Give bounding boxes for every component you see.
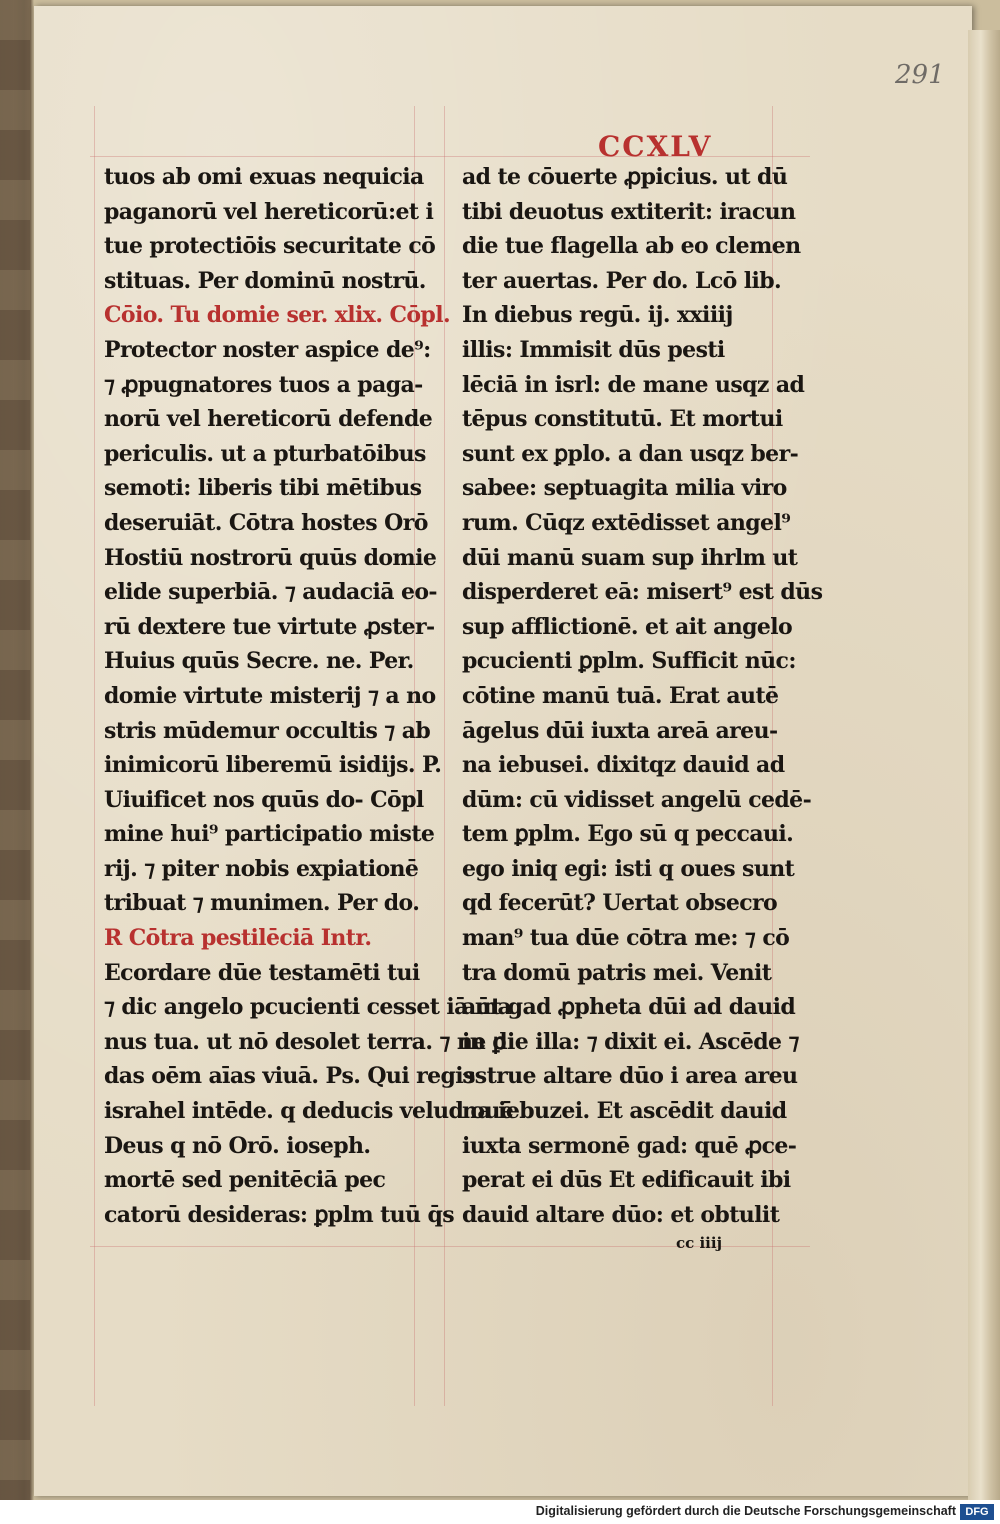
signature-mark: cc iiij — [676, 1234, 723, 1252]
footer-bar — [0, 1500, 1000, 1524]
text-line: tribuat ⁊ munimen. Per do. — [104, 890, 420, 917]
text-line: tibi deuotus extiterit: iracun — [462, 198, 796, 225]
text-line: tue protectiōis securitate cō — [104, 233, 436, 260]
text-line: lēciā in isrl: de mane usqz ad — [462, 371, 805, 398]
text-line: In diebus regū. ij. xxiiij — [462, 302, 733, 329]
left-text-column — [104, 160, 514, 1232]
text-line: ⁊ dic angelo pcucienti cesset iā ma — [104, 994, 512, 1021]
right-text-column — [462, 160, 823, 1232]
text-line: perat ei dūs Et edificauit ibi — [462, 1167, 791, 1194]
text-line: disperderet eā: misert⁹ est dūs — [462, 579, 823, 606]
text-line: āgelus dūi iuxta areā areu- — [462, 717, 778, 744]
folio-number: 291 — [895, 60, 945, 90]
text-line: sunt ex ꝑplo. a dan usqz ber- — [462, 440, 799, 467]
text-line: nus tua. ut nō desolet terra. ⁊ ne ꝑ — [104, 1028, 507, 1055]
text-line: elide superbiā. ⁊ audaciā eo- — [104, 579, 437, 606]
footer-credit: Digitalisierung gefördert durch die Deutsche Forschungsgemeinschaft — [535, 1504, 956, 1518]
text-line: tem ꝑplm. Ego sū q peccaui. — [462, 821, 794, 848]
text-line: in die illa: ⁊ dixit ei. Ascēde ⁊ — [462, 1028, 799, 1055]
text-line: pcucienti ꝑplm. Sufficit nūc: — [462, 648, 796, 675]
text-line: aūt gad ꝓpheta dūi ad dauid — [462, 994, 796, 1021]
text-line: ɔstrue altare dūo i area areu — [462, 1063, 798, 1090]
text-line: dūi manū suam sup ihrlm ut — [462, 544, 798, 571]
text-line: rū dextere tue virtute ꝓster- — [104, 613, 435, 640]
text-line: die tue flagella ab eo clemen — [462, 233, 801, 260]
text-line: dauid altare dūo: et obtulit — [462, 1201, 780, 1228]
text-line: inimicorū liberemū isidijs. P. — [104, 752, 442, 779]
text-line: norū vel hereticorū defende — [104, 406, 433, 433]
text-line: ad te cōuerte ꝓpicius. ut dū — [462, 164, 788, 190]
text-line: semoti: liberis tibi mētibus — [104, 475, 422, 502]
previous-page-edge — [0, 0, 30, 1500]
text-line: sabee: septuagita milia viro — [462, 475, 787, 502]
text-line: ego iniq egi: isti q oues sunt — [462, 855, 795, 882]
text-line: man⁹ tua dūe cōtra me: ⁊ cō — [462, 925, 790, 952]
text-line: na iebuzei. Et ascēdit dauid — [462, 1098, 787, 1125]
text-line: R Cōtra pestilēciā Intr. — [104, 925, 372, 952]
text-line: Ecordare dūe testamēti tui — [104, 959, 420, 986]
text-line: iuxta sermonē gad: quē ꝓce- — [462, 1132, 797, 1159]
text-line: Hostiū nostrorū quūs domie — [104, 544, 437, 571]
text-line: Cōio. Tu domie ser. xlix. Cōpl. — [104, 302, 451, 329]
text-line: sup afflictionē. et ait angelo — [462, 613, 793, 640]
text-line: israhel intēde. q deducis velud ouē — [104, 1098, 514, 1125]
text-line: tēpus constitutū. Et mortui — [462, 406, 783, 433]
text-line: stituas. Per dominū nostrū. — [104, 267, 426, 294]
text-line: illis: Immisit dūs pesti — [462, 336, 725, 363]
text-line: rum. Cūqz extēdisset angel⁹ — [462, 509, 791, 536]
text-line: deseruiāt. Cōtra hostes Orō — [104, 509, 428, 536]
text-line: Huius quūs Secre. ne. Per. — [104, 648, 414, 675]
text-line: cōtine manū tuā. Erat autē — [462, 682, 779, 709]
text-line: Protector noster aspice de⁹: — [104, 336, 431, 363]
text-line: tuos ab omi exuas nequicia — [104, 164, 424, 190]
text-line: na iebusei. dixitqz dauid ad — [462, 752, 785, 779]
dfg-logo: DFG — [960, 1504, 994, 1520]
text-line: qd fecerūt? Uertat obsecro — [462, 890, 778, 917]
text-line: ⁊ ꝓpugnatores tuos a paga- — [104, 371, 423, 398]
text-line: tra domū patris mei. Venit — [462, 959, 772, 986]
text-line: paganorū vel hereticorū:et i — [104, 198, 434, 225]
text-line: mortē sed penitēciā pec — [104, 1167, 386, 1194]
text-line: stris mūdemur occultis ⁊ ab — [104, 717, 431, 744]
text-line: Uiuificet nos quūs do- Cōpl — [104, 786, 424, 813]
text-line: dūm: cū vidisset angelū cedē- — [462, 786, 812, 813]
page-fore-edge — [968, 30, 1000, 1500]
text-line: mine hui⁹ participatio miste — [104, 821, 435, 848]
text-line: domie virtute misterij ⁊ a no — [104, 682, 436, 709]
text-line: das oēm aīas viuā. Ps. Qui regis — [104, 1063, 475, 1090]
text-line: periculis. ut a pturbatōibus — [104, 440, 426, 467]
text-line: catorū desideras: ꝑplm tuū q̄s — [104, 1201, 455, 1228]
column-heading: CCXLV — [598, 130, 713, 163]
text-line: rij. ⁊ piter nobis expiationē — [104, 855, 419, 882]
text-line: Deus q nō Orō. ioseph. — [104, 1132, 371, 1159]
rule-left — [94, 106, 95, 1406]
text-line: ter auertas. Per do. Lcō lib. — [462, 267, 782, 294]
